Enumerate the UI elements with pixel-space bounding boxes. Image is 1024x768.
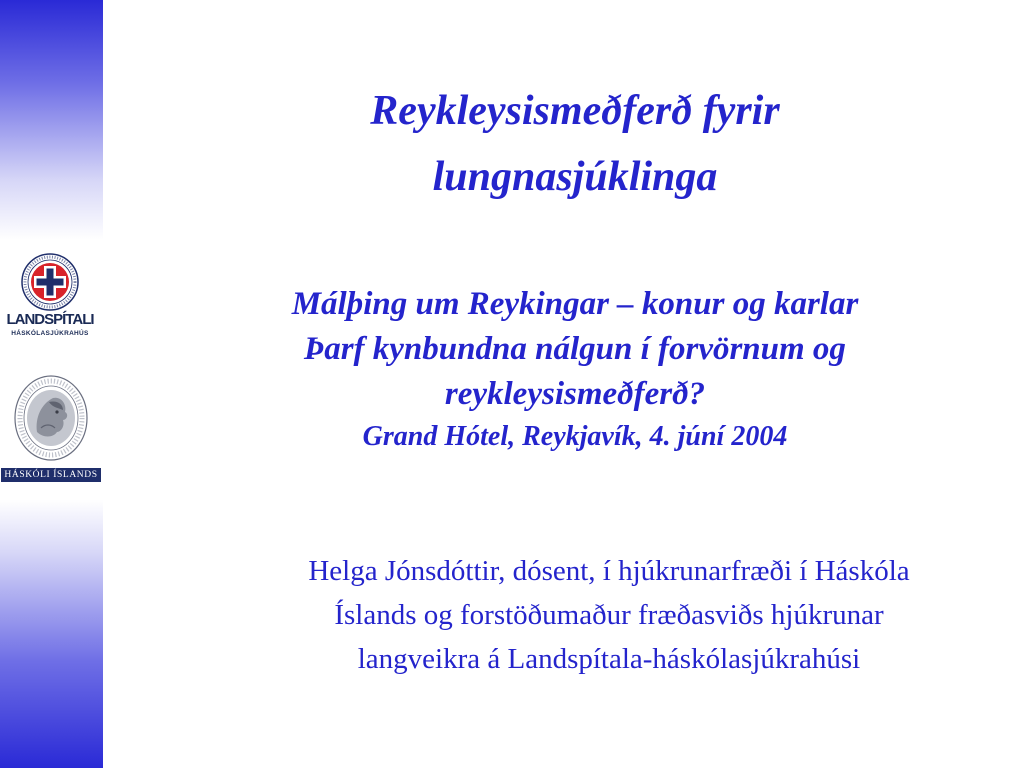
slide-title xyxy=(150,78,1000,210)
subtitle-line-1: Málþing um Reykingar – konur og karlar xyxy=(291,286,859,322)
author-line-1: Helga Jónsdóttir, dósent, í hjúkrunarfræði í Háskóla xyxy=(308,555,910,587)
landspitali-name: LANDSPÍTALI xyxy=(6,311,94,328)
author-line-3: langveikra á Landspítala-háskólasjúkrahúsi xyxy=(357,643,861,675)
venue-date: Grand Hótel, Reykjavík, 4. júní 2004 xyxy=(362,421,788,452)
sidebar-gradient-bottom xyxy=(0,500,103,768)
university-seal-icon xyxy=(13,374,89,462)
haskoli-islands-logo xyxy=(0,374,102,482)
title-line-2: lungnasjúklinga xyxy=(432,154,718,200)
haskoli-islands-name: HÁSKÓLI ÍSLANDS xyxy=(1,468,101,482)
title-line-1: Reykleysismeðferð fyrir xyxy=(370,88,780,134)
subtitle-line-2: Þarf kynbundna nálgun í forvörnum og xyxy=(304,331,846,367)
event-subtitle xyxy=(150,282,1000,457)
subtitle-line-3: reykleysismeðferð? xyxy=(444,376,706,412)
landspitali-subtitle: HÁSKÓLASJÚKRAHÚS xyxy=(11,330,89,337)
landspitali-cross-emblem-icon xyxy=(20,252,80,312)
landspitali-logo xyxy=(0,252,100,344)
author-block xyxy=(155,549,1024,681)
sidebar-gradient-top xyxy=(0,0,103,240)
author-line-2: Íslands og forstöðumaður fræðasviðs hjúkrunar xyxy=(334,599,884,631)
